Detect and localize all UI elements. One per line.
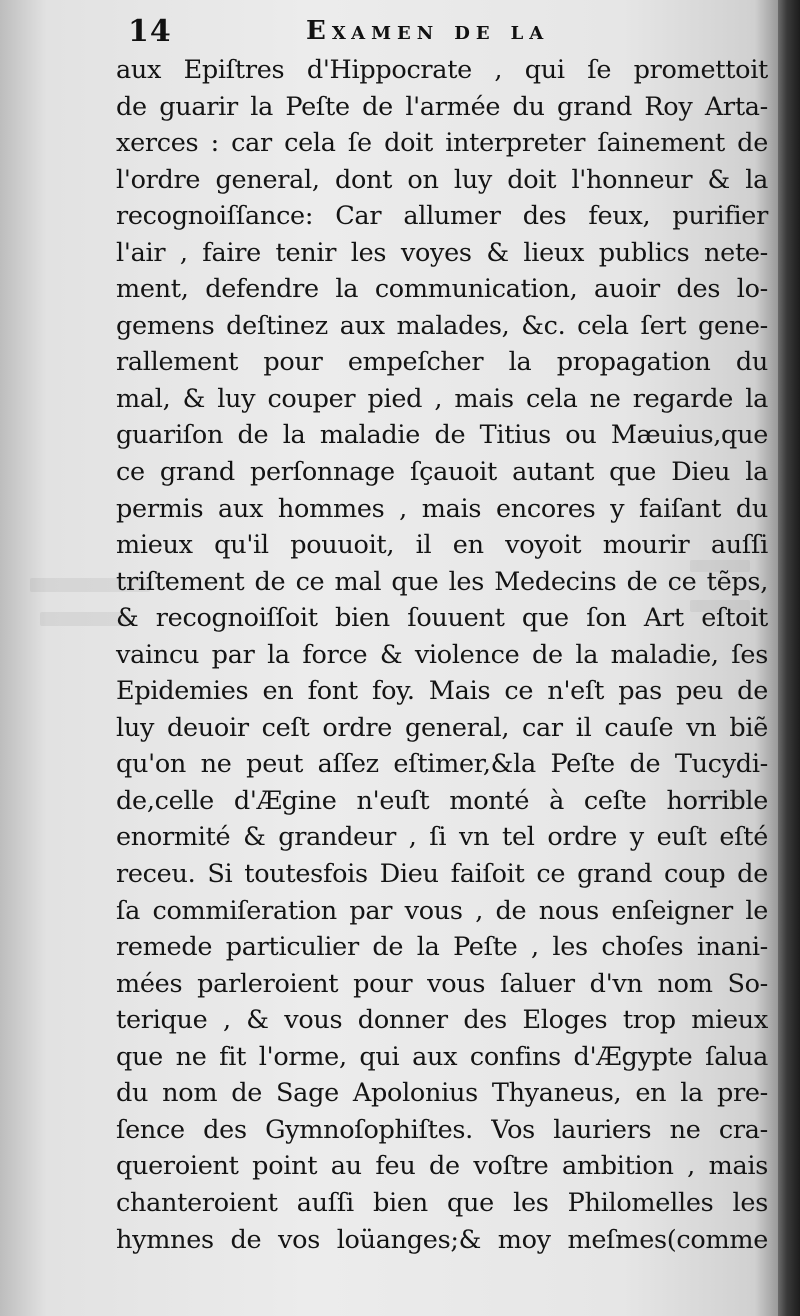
text-line: rallement pour empeſcher la propagation du [116, 347, 768, 378]
text-line: que ne fit l'orme, qui aux confins d'Ægypte ſalua [116, 1041, 768, 1072]
text-line: Epidemies en font foy. Mais ce n'eſt pas peu de [116, 676, 768, 707]
text-line: ce grand perſonnage ſçauoit autant que Dieu la [116, 457, 768, 488]
text-line: vaincu par la force & violence de la maladie, ſes [116, 639, 768, 670]
text-line: ment, defendre la communication, auoir des lo- [116, 274, 768, 305]
text-line: queroient point au feu de voſtre ambition , mais [116, 1151, 768, 1182]
text-line: ſence des Gymnoſophiſtes. Vos lauriers ne cra- [116, 1114, 768, 1145]
text-line: triſtement de ce mal que les Medecins de ce tẽps, [116, 566, 768, 597]
text-line: mées parleroient pour vous ſaluer d'vn nom So- [116, 968, 768, 999]
body-text [116, 52, 768, 1258]
running-title: Examen de la [306, 16, 550, 46]
text-line: de,celle d'Ægine n'euſt monté à ceſte horrible [116, 785, 768, 816]
text-line: aux Epiſtres d'Hippocrate , qui ſe promettoit [116, 55, 768, 85]
text-line: ſa commiſeration par vous , de nous enſeigner le [116, 895, 768, 926]
page-number: 14 [128, 14, 172, 49]
text-line: hymnes de vos loüanges;& moy meſmes(comme [116, 1224, 768, 1255]
text-line: l'air , faire tenir les voyes & lieux publics nete- [116, 237, 768, 268]
text-line: l'ordre general, dont on luy doit l'honneur & la [116, 164, 768, 195]
text-line: terique , & vous donner des Eloges trop mieux [116, 1005, 768, 1036]
page-edge [778, 0, 800, 1316]
text-line: enormité & grandeur , ſi vn tel ordre y euſt eſté [116, 822, 768, 853]
text-line: du nom de Sage Apolonius Thyaneus, en la pre- [116, 1078, 768, 1109]
text-line: de guarir la Peſte de l'armée du grand Roy Arta- [116, 91, 768, 122]
text-line: & recognoiſſoit bien ſouuent que ſon Art eſtoit [116, 603, 768, 634]
text-line: guariſon de la maladie de Titius ou Mæuius,que [116, 420, 768, 451]
text-line: remede particulier de la Peſte , les choſes inani- [116, 932, 768, 963]
page-header [128, 10, 688, 50]
text-line: qu'on ne peut aſſez eſtimer,&la Peſte de Tucydi- [116, 749, 768, 780]
text-line: receu. Si toutesfois Dieu faiſoit ce grand coup de [116, 859, 768, 890]
text-line: mal, & luy couper pied , mais cela ne regarde la [116, 383, 768, 414]
text-line: gemens deſtinez aux malades, &c. cela ſert gene- [116, 310, 768, 341]
text-line: permis aux hommes , mais encores y faiſant du [116, 493, 768, 524]
text-line: mieux qu'il pouuoit, il en voyoit mourir auſſi [116, 530, 768, 561]
text-line: chanteroient auſſi bien que les Philomelles les [116, 1187, 768, 1218]
text-line: luy deuoir ceſt ordre general, car il cauſe vn biẽ [116, 712, 768, 743]
text-line: xerces : car cela ſe doit interpreter ſainement de [116, 128, 768, 159]
text-line: recognoiſſance: Car allumer des feux, purifier [116, 201, 768, 232]
